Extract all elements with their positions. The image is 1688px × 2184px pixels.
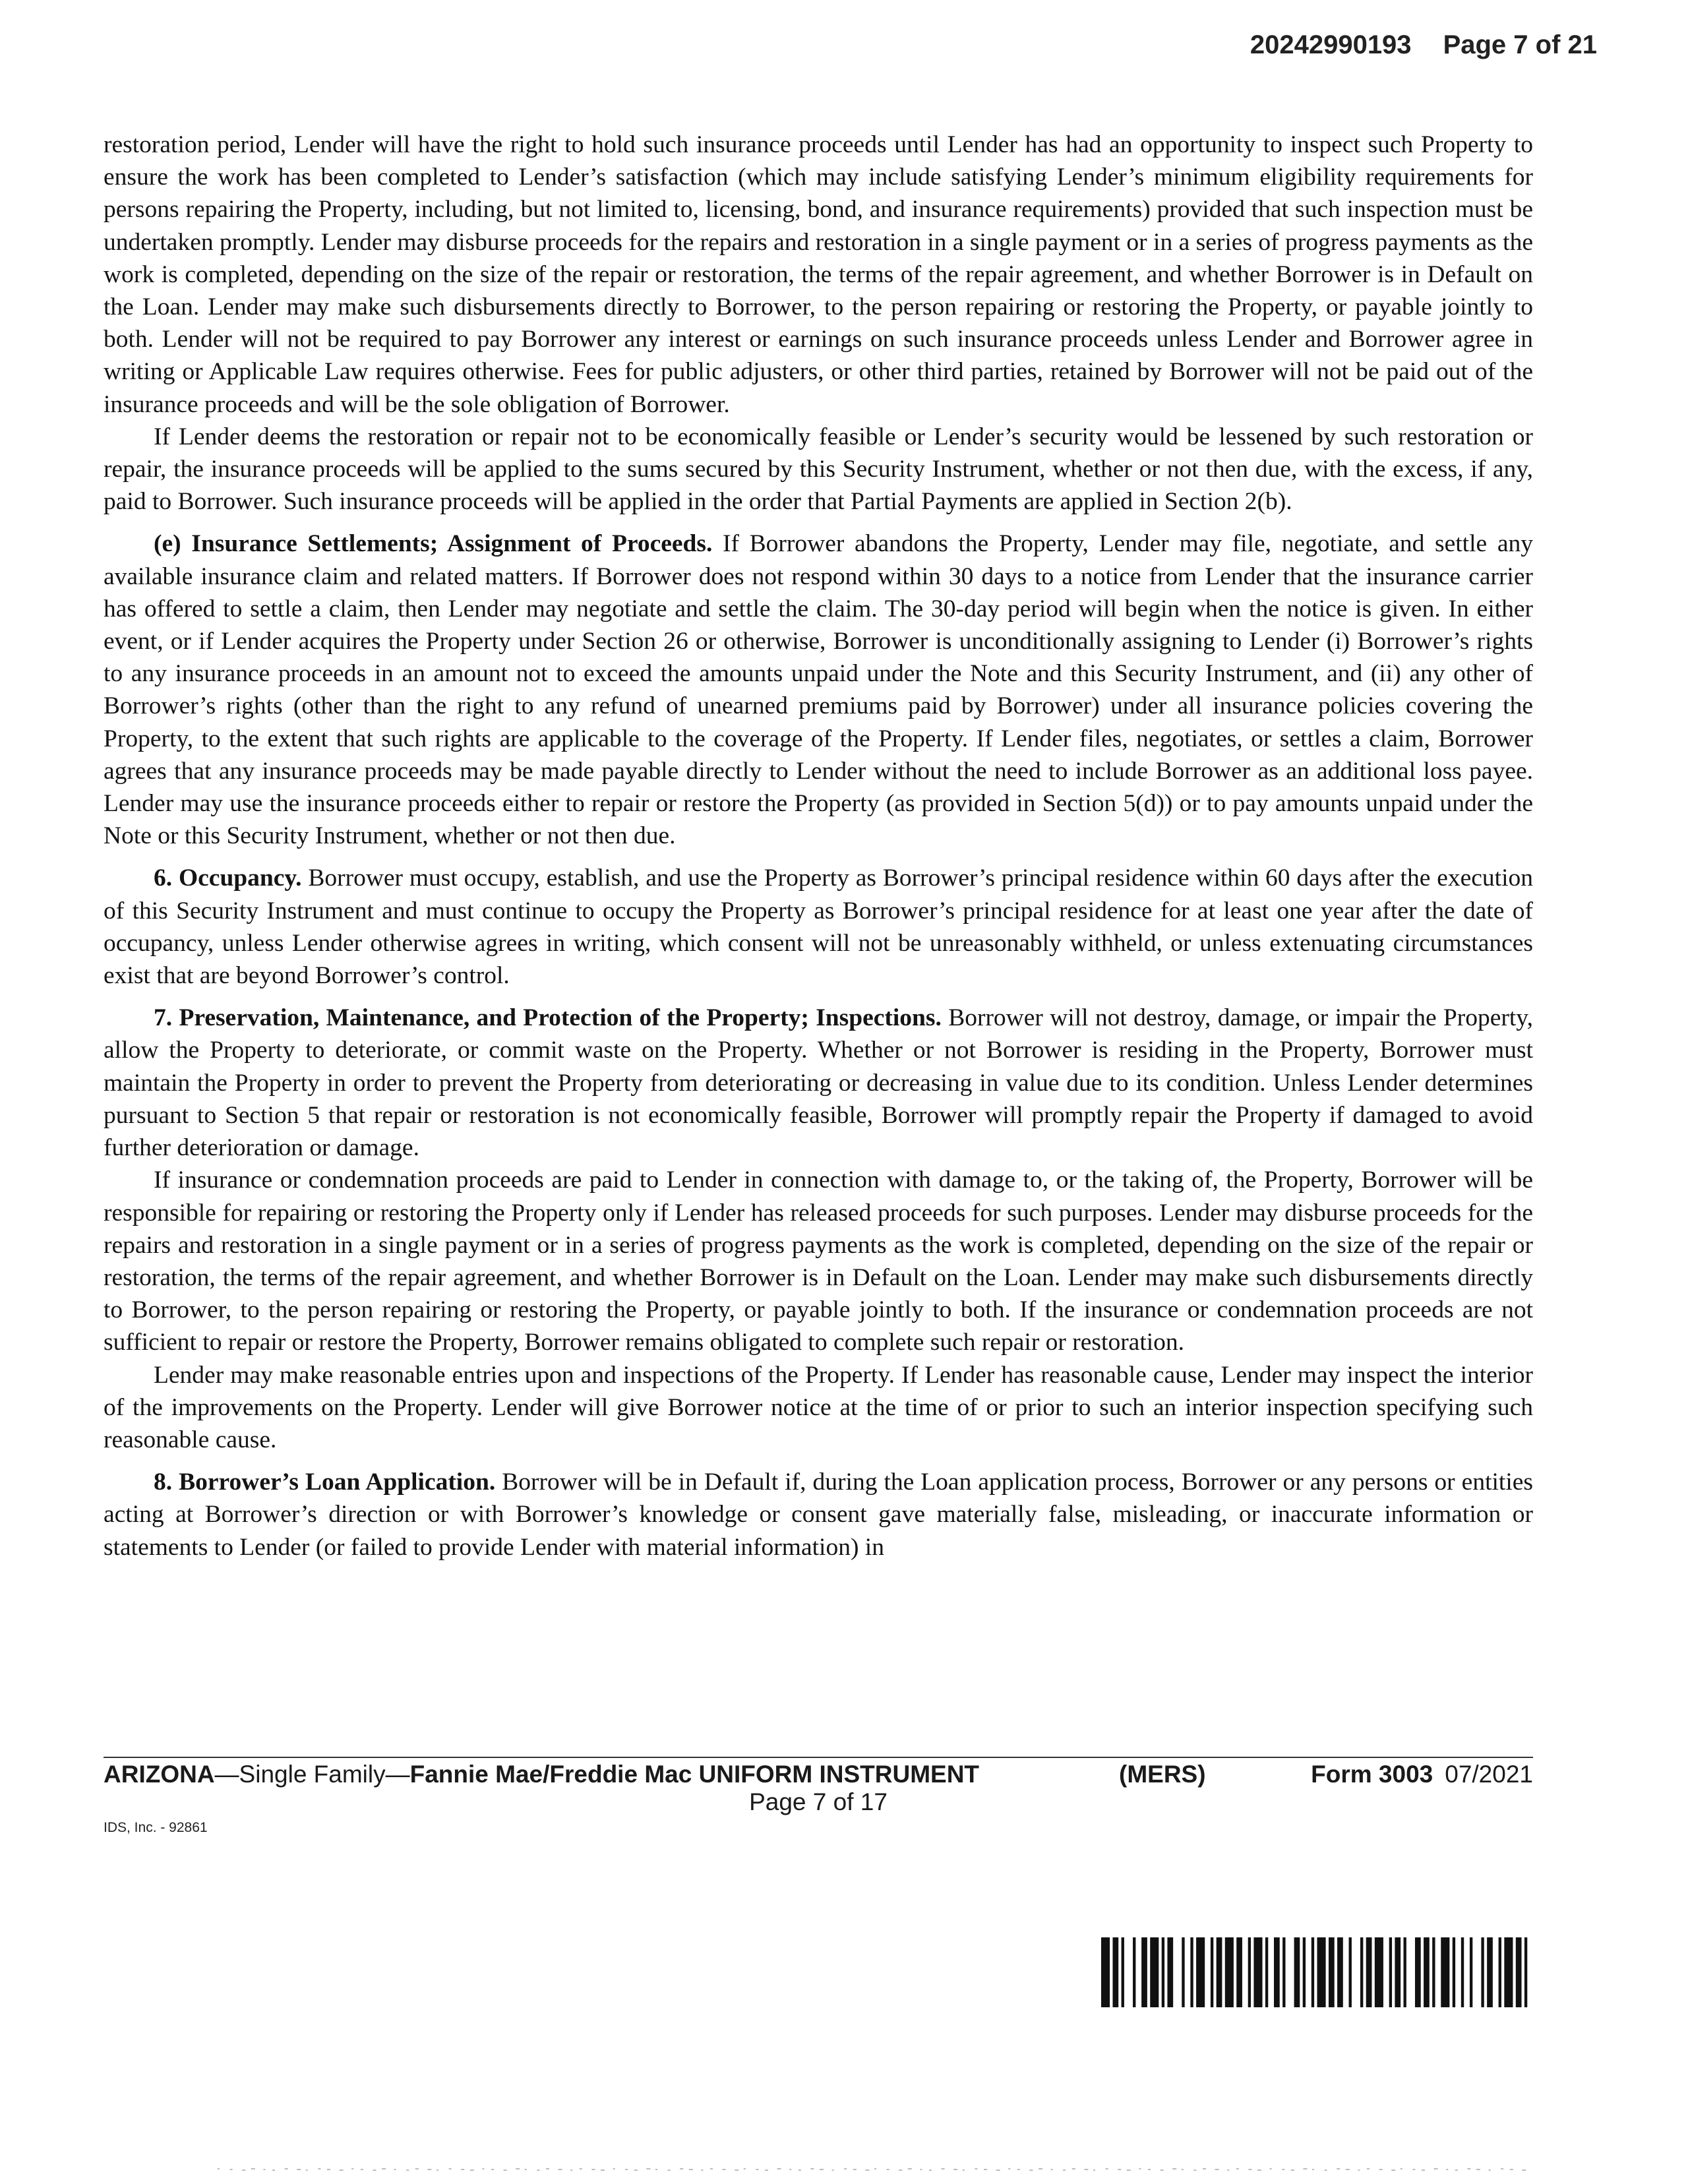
footer-state: ARIZONA <box>104 1761 215 1788</box>
section-5e <box>104 528 1533 852</box>
scan-dot <box>680 2168 683 2169</box>
scan-dot <box>1367 2168 1370 2169</box>
scan-dot <box>546 2168 549 2169</box>
barcode-bar <box>1317 1937 1326 2007</box>
barcode-bar <box>1415 1937 1421 2007</box>
barcode-bar <box>1337 1937 1343 2007</box>
scan-dot <box>853 2169 857 2170</box>
barcode-bar <box>1470 1937 1472 2007</box>
scan-dot <box>984 2169 987 2170</box>
scan-dot <box>1063 2169 1066 2171</box>
scan-dot <box>482 2168 484 2169</box>
barcode-bar <box>1366 1937 1372 2007</box>
scan-dot <box>646 2168 650 2169</box>
footer-form-title <box>104 1761 979 1788</box>
paragraph-economically-feasible: If Lender deems the restoration or repair not to be economically feasible or Lender’s security would be lessened by such restoration or repair, the insurance proceeds will be applied to the sums secured by this Security Instrument, whether or not then due, with the excess, if any, paid to Borrower. Such insurance proceeds will be applied in the order that Partial Payments are applied in Section 2(b). <box>104 423 1533 516</box>
scan-dot <box>765 2169 768 2171</box>
footer-divider <box>104 1757 1533 1758</box>
barcode-bar <box>1432 1937 1435 2007</box>
scan-dot <box>1139 2168 1141 2169</box>
section-8 <box>104 1466 1533 1563</box>
scan-dot <box>558 2169 562 2170</box>
scan-dot <box>285 2168 288 2169</box>
scan-dot <box>1337 2168 1340 2169</box>
barcode-bar <box>1441 1937 1449 2007</box>
scan-dot <box>1303 2168 1307 2169</box>
scan-dot <box>1127 2169 1131 2171</box>
scan-dot <box>865 2169 869 2171</box>
scan-dot <box>1312 2169 1314 2170</box>
scan-dot <box>920 2169 922 2170</box>
scan-dot <box>415 2168 419 2169</box>
scan-dot <box>1412 2169 1415 2170</box>
barcode-bar <box>1524 1937 1527 2007</box>
scan-dot <box>710 2168 713 2169</box>
scan-dot <box>1182 2169 1184 2170</box>
scan-dot <box>1422 2169 1425 2171</box>
barcode-bar <box>1236 1937 1242 2007</box>
barcode-bar <box>1389 1937 1392 2007</box>
barcode-bar <box>1265 1937 1268 2007</box>
barcode-icon <box>1101 1937 1533 2007</box>
footer-family-type: —Single Family— <box>214 1761 410 1788</box>
scan-dot <box>1282 2169 1284 2170</box>
scan-dot <box>613 2168 615 2169</box>
scan-dot <box>580 2168 582 2169</box>
barcode-bar <box>1112 1937 1118 2007</box>
scan-dot <box>963 2169 965 2171</box>
scan-dot <box>373 2169 376 2171</box>
section-8-text: Borrower will be in Default if, during the Loan application process, Borrower or any persons or entities acting at Borrower’s direction or with Borrower’s knowledge or consent gave materially false, misleading, or inaccurate information or statements to Lender (or failed to provide Lender with material information) in <box>104 1469 1533 1561</box>
barcode-bar <box>1395 1937 1401 2007</box>
scan-dot <box>874 2168 876 2169</box>
barcode-bar <box>1282 1937 1285 2007</box>
barcode-bar <box>1375 1937 1383 2007</box>
scan-dot <box>908 2168 912 2169</box>
scan-dot <box>756 2169 758 2170</box>
barcode-bar <box>1167 1937 1173 2007</box>
barcode-bar <box>1487 1937 1493 2007</box>
scan-dot <box>996 2169 1000 2171</box>
scan-dot <box>1455 2169 1458 2171</box>
footer-form-date: 07/2021 <box>1445 1761 1533 1788</box>
scan-dot <box>953 2169 957 2170</box>
scan-dot <box>1029 2169 1033 2171</box>
scan-dot <box>655 2169 657 2170</box>
barcode-bar <box>1303 1937 1306 2007</box>
footer-form-id <box>1311 1761 1533 1788</box>
barcode-bar <box>1196 1937 1205 2007</box>
scan-dot <box>1051 2169 1053 2170</box>
barcode-bar <box>1122 1937 1124 2007</box>
scan-dot <box>1106 2168 1108 2169</box>
scan-dot <box>427 2169 431 2170</box>
barcode-bar <box>1133 1937 1135 2007</box>
scan-dot <box>929 2169 932 2171</box>
barcode-bar <box>1481 1937 1484 2007</box>
scan-dot <box>1401 2168 1402 2169</box>
barcode-bar <box>1101 1937 1110 2007</box>
paragraph-restoration-period: restoration period, Lender will have the right to hold such insurance proceeds until Lender has had an opportunity to inspect such Property to ensure the work has been completed to Lender’s satisfaction (which may include satisfying Lender’s minimum eligibility requirements for persons repairing the Property, including, but not limited to, licensing, bond, and insurance requirements) provided that such inspection must be undertaken promptly. Lender may disburse proceeds for the repairs and restoration in a single payment or in a series of progress payments as the work is completed, depending on the size of the repair or restoration, the terms of the repair agreement, and whether Borrower is in Default on the Loan. Lender may make such disbursements directly to Borrower, to the person repairing or restoring the Property, or payable jointly to both. Lender will not be required to pay Borrower any interest or earnings on such insurance proceeds unless Lender and Borrower agree in writing or Applicable Law requires otherwise. Fees for public adjusters, or other third parties, retained by Borrower will not be paid out of the insurance proceeds and will be the sole obligation of Borrower. <box>104 131 1533 418</box>
scan-dot <box>799 2169 801 2171</box>
scan-dot <box>1257 2169 1261 2171</box>
barcode-bar <box>1453 1937 1455 2007</box>
section-8-heading: 8. Borrower’s Loan Application. <box>154 1469 496 1496</box>
scan-dot <box>723 2169 726 2170</box>
scan-dot <box>1291 2169 1294 2171</box>
scan-dot <box>810 2168 814 2169</box>
footer-page-label: Page 7 of 17 <box>749 1788 888 1815</box>
section-7-text: Borrower will not destroy, damage, or impair the Property, allow the Property to deteriorate, or commit waste on the Property. Whether or not Borrower is residing in the Property, Borrower must maintain the Property in order to prevent the Property from deteriorating or decreasing in value due to its condition. Unless Lender determines pursuant to Section 5 that repair or restoration is not economically feasible, Borrower will promptly repair the Property if damaged to avoid further deterioration or damage. <box>104 1004 1533 1162</box>
scan-dot <box>570 2169 572 2171</box>
scan-dot <box>470 2169 474 2171</box>
section-6 <box>104 862 1533 992</box>
document-body <box>104 129 1533 1563</box>
scan-dot <box>1215 2169 1219 2170</box>
scan-dot <box>251 2168 255 2169</box>
scan-dot <box>1172 2168 1176 2169</box>
scan-dot <box>272 2169 275 2171</box>
scan-dot <box>820 2169 824 2170</box>
scan-dot <box>1346 2169 1350 2170</box>
barcode-bar <box>1162 1937 1164 2007</box>
scan-dot <box>1039 2168 1042 2169</box>
barcode-bar <box>1499 1937 1501 2007</box>
barcode-bar <box>1424 1937 1430 2007</box>
section-7-paragraph-3: Lender may make reasonable entries upon and inspections of the Property. If Lender has reasonable cause, Lender may inspect the interior of the improvements on the Property. Lender will give Borrower notice at the time of or prior to such an interior inspection specifying such reasonable cause. <box>104 1361 1533 1453</box>
barcode-bar <box>1225 1937 1234 2007</box>
scan-dot <box>1325 2169 1327 2171</box>
section-5e-heading: (e) Insurance Settlements; Assignment of Proceeds. <box>154 530 713 558</box>
scan-dot <box>591 2169 595 2170</box>
scan-dot <box>1358 2169 1360 2171</box>
scan-dot <box>340 2169 344 2171</box>
section-7-paragraph-2: If insurance or condemnation proceeds are paid to Lender in connection with damage to, or the taking of, the Property, Borrower will be responsible for repairing or restoring the Property only if Lender has released proceeds for such purposes. Lender may disburse proceeds for the repairs and restoration in a single payment or in a series of progress payments as the work is completed, depending on the size of the repair or restoration, the terms of the repair agreement, and whether Borrower is in Default on the Loan. Lender may make such disbursements directly to Borrower, to the person repairing or restoring the Property, or payable jointly to both. If the insurance or condemnation proceeds are not sufficient to repair or restore the Property, Borrower remains obligated to complete such repair or restoration. <box>104 1167 1533 1356</box>
header-page-label: Page 7 of 21 <box>1443 30 1597 59</box>
barcode-bar <box>1248 1937 1251 2007</box>
scan-dot <box>1118 2169 1121 2170</box>
scan-dot <box>1160 2169 1164 2171</box>
scan-dot <box>230 2169 233 2170</box>
scan-dot <box>701 2169 703 2171</box>
scan-dot <box>634 2169 638 2171</box>
section-7-heading: 7. Preservation, Maintenance, and Protection of the Property; Inspections. <box>154 1004 942 1032</box>
section-6-heading: 6. Occupancy. <box>154 864 302 892</box>
scan-dot <box>318 2168 320 2169</box>
scan-dot <box>491 2169 494 2170</box>
scan-dot <box>1148 2169 1151 2170</box>
barcode-bar <box>1150 1937 1159 2007</box>
scan-dot <box>1270 2168 1272 2169</box>
scan-dot <box>1093 2169 1095 2171</box>
scan-dot <box>1510 2169 1513 2170</box>
scan-dot <box>1391 2169 1395 2171</box>
scan-dot <box>1017 2169 1020 2170</box>
scan-dot <box>1522 2169 1526 2171</box>
scan-dot <box>1084 2169 1088 2170</box>
barcode-bar <box>1349 1937 1352 2007</box>
section-6-text: Borrower must occupy, establish, and use the Property as Borrower’s principal residence within 60 days after the execution of this Security Instrument and must continue to occupy the Property as Borrower’s principal residence for at least one year after the date of occupancy, unless Lender otherwise agrees in writing, which consent will not be unreasonably withheld, or unless extenuating circumstances exist that are beyond Borrower’s control. <box>104 864 1533 990</box>
scan-dot <box>327 2169 330 2170</box>
scan-dot <box>1248 2169 1251 2170</box>
scan-dot <box>1072 2168 1075 2169</box>
scan-dot <box>394 2169 396 2170</box>
scan-dot <box>1227 2169 1229 2171</box>
scan-dot <box>537 2169 539 2171</box>
scan-dot <box>1008 2168 1010 2169</box>
scan-dot <box>297 2169 301 2170</box>
scan-dot <box>1193 2169 1196 2171</box>
scan-dot <box>525 2169 527 2170</box>
barcode-bar <box>1504 1937 1513 2007</box>
barcode-bar <box>1516 1937 1522 2007</box>
barcode-bar <box>1404 1937 1406 2007</box>
scan-dot <box>406 2169 409 2171</box>
scan-dot <box>361 2169 363 2170</box>
scan-dot <box>449 2168 452 2169</box>
barcode-bar <box>1360 1937 1363 2007</box>
scan-dot <box>516 2168 520 2169</box>
barcode-bar <box>1217 1937 1222 2007</box>
scan-dot <box>1203 2168 1206 2169</box>
scan-dot <box>1434 2168 1438 2169</box>
document-number: 20242990193 <box>1250 30 1412 59</box>
scan-dot <box>437 2169 438 2171</box>
scan-dot <box>668 2169 671 2171</box>
scan-dot <box>689 2169 693 2170</box>
barcode-bar <box>1253 1937 1262 2007</box>
barcode-bar <box>1141 1937 1147 2007</box>
barcode-bar <box>1182 1937 1184 2007</box>
section-5e-text: If Borrower abandons the Property, Lender may file, negotiate, and settle any available insurance claim and related matters. If Borrower does not respond within 30 days to a notice from Lender that the insurance carrier has offered to settle a claim, then Lender may negotiate and settle the claim. The 30-day period will begin when the notice is given. In either event, or if Lender acquires the Property under Section 26 or otherwise, Borrower is unconditionally assigning to Lender (i) Borrower’s rights to any insurance proceeds in an amount not to exceed the amounts unpaid under the Note and this Security Instrument, and (ii) any other of Borrower’s rights (other than the right to any refund of unearned premiums paid by Borrower) under all insurance policies covering the Property, to the extent that such rights are applicable to the coverage of the Property. If Lender files, negotiates, or settles a claim, Borrower agrees that any insurance proceeds may be made payable directly to Lender without the need to include Borrower as an additional loss payee. Lender may use the insurance proceeds either to repair or restore the Property (as provided in Section 5(d)) or to pay amounts unpaid under the Note or this Security Instrument, whether or not then due. <box>104 530 1533 850</box>
barcode-bar <box>1190 1937 1193 2007</box>
scan-dot <box>1379 2169 1383 2170</box>
scan-dot <box>601 2169 605 2171</box>
scan-dot <box>899 2169 902 2171</box>
scan-dot <box>777 2168 781 2169</box>
scan-dot <box>242 2169 245 2171</box>
scan-dot <box>1501 2168 1503 2169</box>
footer-mers: (MERS) <box>1119 1761 1206 1788</box>
scan-dot <box>625 2169 628 2170</box>
scan-dot <box>789 2169 791 2170</box>
barcode-bar <box>1461 1937 1464 2007</box>
footer-instrument: Fannie Mae/Freddie Mac UNIFORM INSTRUMENT <box>409 1761 980 1788</box>
scan-dot <box>832 2169 834 2171</box>
barcode-bar <box>1274 1937 1280 2007</box>
scan-dot <box>263 2169 265 2170</box>
section-7 <box>104 1002 1533 1164</box>
barcode-bar <box>1311 1937 1314 2007</box>
scan-dot <box>1467 2168 1470 2169</box>
barcode-bar <box>1211 1937 1213 2007</box>
scan-dot <box>461 2169 464 2170</box>
scan-dot <box>1236 2168 1239 2169</box>
scan-dot <box>1446 2169 1448 2170</box>
barcode-bar <box>1294 1937 1300 2007</box>
scan-dot <box>744 2168 746 2169</box>
scan-dot <box>504 2169 507 2171</box>
scan-dot <box>218 2168 220 2169</box>
scan-dot <box>1476 2169 1480 2170</box>
scan-artifact-dots <box>218 2168 1536 2172</box>
scan-dot <box>942 2168 945 2169</box>
scan-dot <box>975 2168 977 2169</box>
scan-dot <box>1489 2169 1491 2171</box>
scan-dot <box>887 2169 889 2170</box>
footer-form-label: Form 3003 <box>1311 1761 1433 1788</box>
scan-dot <box>735 2169 738 2171</box>
scan-dot <box>382 2168 386 2169</box>
scan-dot <box>844 2168 847 2169</box>
barcode-bar <box>1329 1937 1335 2007</box>
scan-dot <box>306 2169 308 2171</box>
ids-identifier: IDS, Inc. - 92861 <box>104 1820 208 1835</box>
scan-dot <box>351 2168 353 2169</box>
page-header <box>1250 30 1597 60</box>
